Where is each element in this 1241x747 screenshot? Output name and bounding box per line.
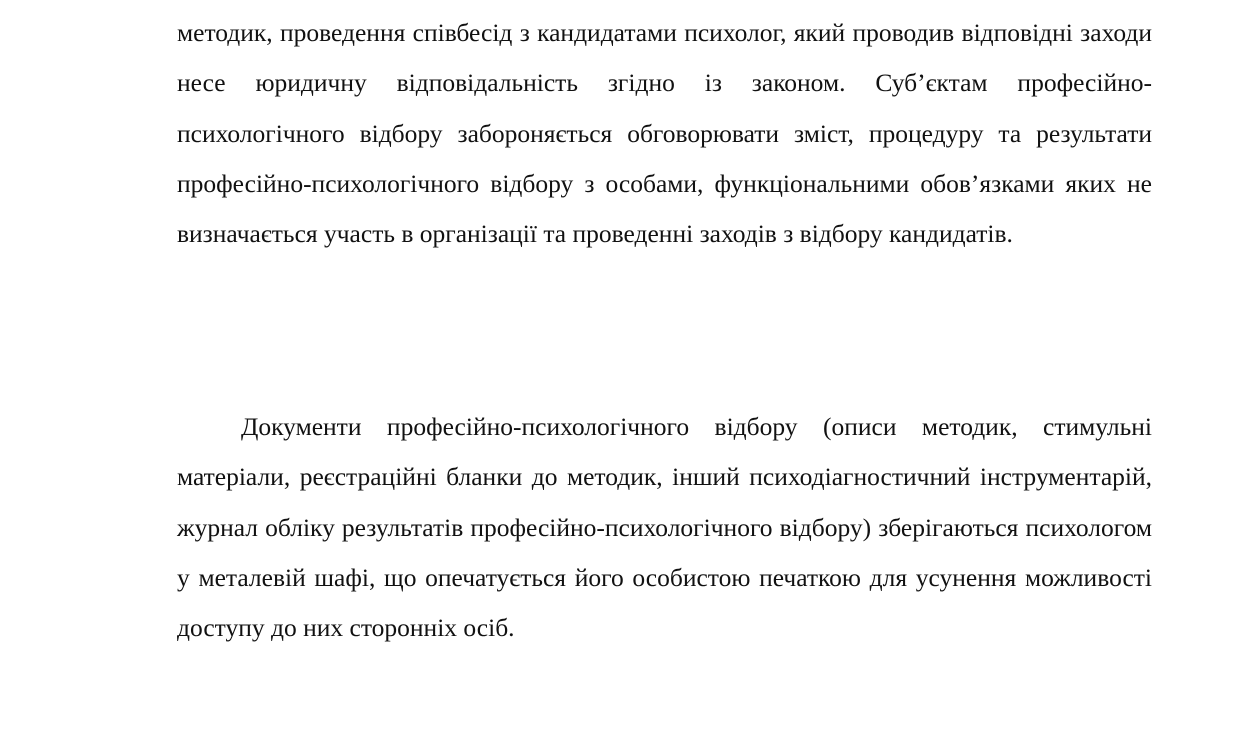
paragraph-legal-responsibility: методик, проведення співбесід з кандидатами психолог, який проводив відповідні заходи несе юридичну відповідальність згідно із законом. Суб’єктам професійно-психологічного відбору забороняється обговорювати зміст, процедуру та результати професійно-психологічного відбору з особами, функціональними обов’язками яких не визначається участь в організації та проведенні заходів з відбору кандидатів. bbox=[177, 18, 1152, 249]
paragraph-document-storage: Документи професійно-психологічного відбору (описи методик, стимульні матеріали, реєстраційні бланки до методик, інший психодіагностичний інструментарій, журнал обліку результатів професійно-психологічного відбору) зберігаються психологом у металевій шафі, що опечатується його особистою печаткою для усунення можливості доступу до них сторонніх осіб. bbox=[177, 412, 1152, 643]
